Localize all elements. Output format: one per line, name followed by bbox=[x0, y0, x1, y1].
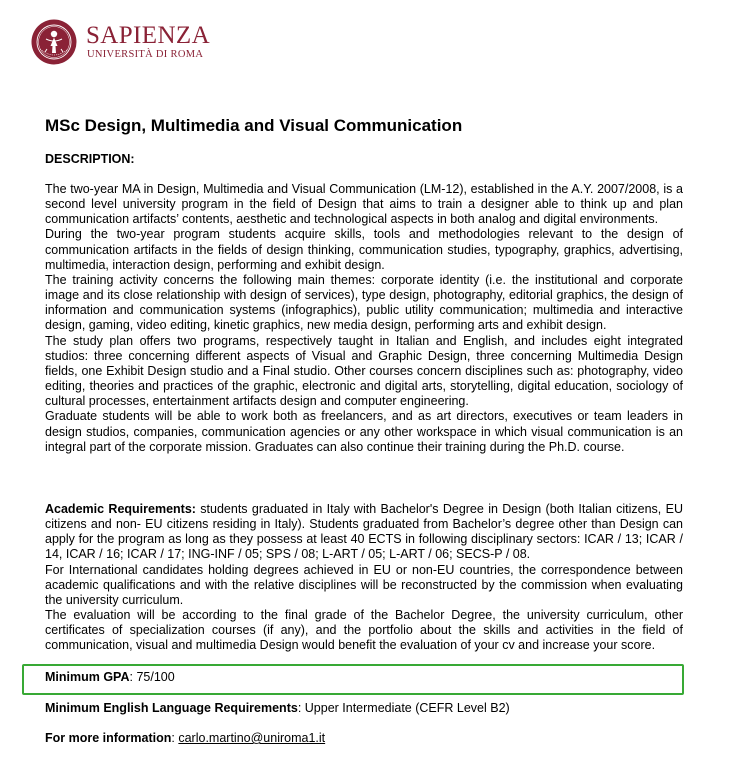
description-paragraph: Graduate students will be able to work both as freelancers, and as art directors, executives or team leaders in design studios, companies, communication agencies or any other workspace in which visual communication is an integral part of the corporate mission. Graduates can also continue their training during the Ph.D. course. bbox=[45, 409, 683, 454]
minimum-gpa-label: Minimum GPA bbox=[45, 670, 130, 684]
description-block bbox=[45, 182, 683, 455]
contact-line bbox=[45, 730, 325, 746]
requirements-block bbox=[45, 502, 683, 654]
minimum-gpa-line bbox=[45, 669, 175, 685]
description-paragraph: The training activity concerns the following main themes: corporate identity (i.e. the institutional and corporate image and its close relationship with design of services), type design, photography, editorial graphics, the design of information and communication systems (infographics), public utility communication; multimedia and interactive design, gaming, video editing, kinetic graphics, new media design, performing arts and exhibit design. bbox=[45, 272, 683, 333]
university-header bbox=[31, 16, 210, 68]
academic-requirements-paragraph bbox=[45, 502, 683, 563]
brand-name: SAPIENZA bbox=[86, 22, 211, 49]
english-requirements-line bbox=[45, 700, 510, 716]
sapienza-seal-icon bbox=[31, 19, 77, 65]
contact-email-link[interactable]: carlo.martino@uniroma1.it bbox=[178, 731, 326, 745]
contact-separator: : bbox=[171, 731, 179, 745]
academic-requirements-text: students graduated in Italy with Bachelor's Degree in Design (both Italian citizens, EU citizens and non- EU citizens residing in Italy). Students graduated from Bachelor’s degree other than Design can apply for the program as long as they possess at least 40 ECTS in following disciplinary sectors: ICAR / 13; ICAR / 14, ICAR / 16; ICAR / 17; ING-INF / 05; SPS / 08; L-ART / 05; L-ART / 06; SECS-P / 08. bbox=[45, 502, 683, 562]
contact-label: For more information bbox=[45, 731, 172, 745]
international-candidates-paragraph: For International candidates holding degrees achieved in EU or non-EU countries, the correspondence between academic qualifications and with the relative disciplines will be reconstructed by the commission when evaluating the university curriculum. bbox=[45, 562, 683, 607]
brand-subtitle: UNIVERSITÀ DI ROMA bbox=[87, 49, 204, 60]
description-heading: DESCRIPTION: bbox=[45, 152, 135, 166]
page-title: MSc Design, Multimedia and Visual Communication bbox=[45, 116, 463, 135]
minimum-gpa-value: : 75/100 bbox=[129, 670, 175, 684]
description-paragraph: The study plan offers two programs, respectively taught in Italian and English, and includes eight integrated studios: three concerning different aspects of Visual and Graphic Design, three concerning Multimedia Design fields, one Exhibit Design studio and a Final studio. Other courses concern disciplines such as: photography, video editing, theories and practices of the graphic, electronic and digital arts, storytelling, digital education, sociology of cultural processes, entertainment artifacts design and computer engineering. bbox=[45, 333, 683, 409]
description-paragraph: During the two-year program students acquire skills, tools and methodologies relevant to the design of communication artifacts in the fields of design thinking, communication studies, typography, graphics, advertising, multimedia, interaction design, performing and exhibit design. bbox=[45, 227, 683, 272]
english-requirements-label: Minimum English Language Requirements bbox=[45, 701, 298, 715]
description-paragraph: The two-year MA in Design, Multimedia and Visual Communication (LM-12), established in the A.Y. 2007/2008, is a second level university program in the field of Design that aims to train a designer able to think up and plan communication artifacts’ contents, aesthetic and technological aspects in both analog and digital environments. bbox=[45, 182, 683, 227]
academic-requirements-label: Academic Requirements: bbox=[45, 502, 196, 516]
english-requirements-value: : Upper Intermediate (CEFR Level B2) bbox=[297, 701, 510, 715]
evaluation-paragraph: The evaluation will be according to the final grade of the Bachelor Degree, the university curriculum, other certificates of specialization courses (if any), and the portfolio about the skills and activities in the field of communication, visual and multimedia Design would benefit the evaluation of your cv and increase your score. bbox=[45, 608, 683, 653]
